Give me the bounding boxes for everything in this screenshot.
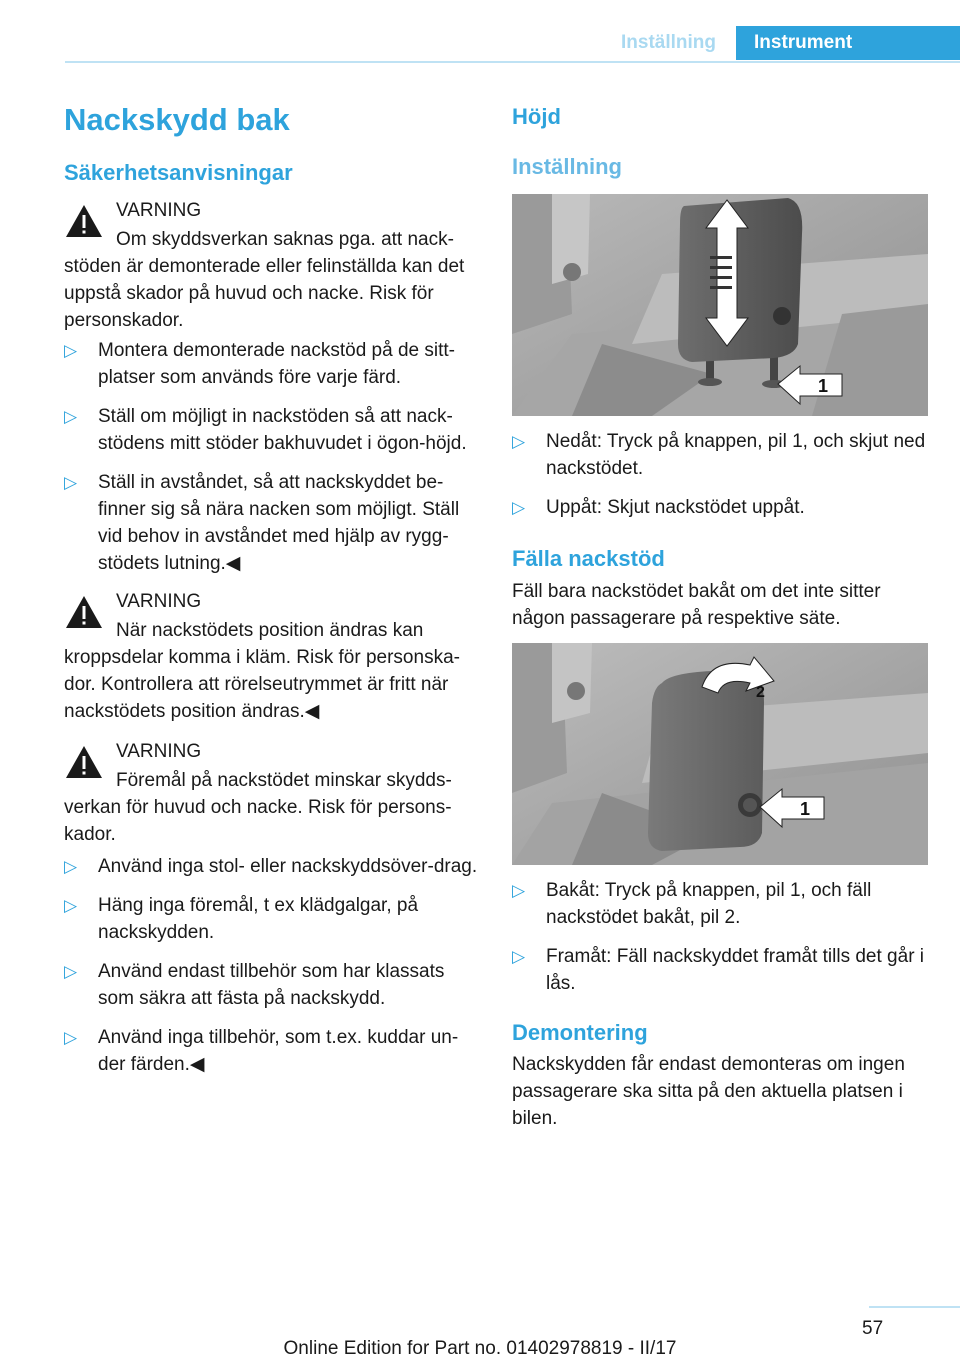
list-item: ▷ Använd inga tillbehör, som t.ex. kuddar un-der färden.◀ bbox=[64, 1024, 478, 1078]
warning-label: VARNING bbox=[116, 741, 202, 762]
list-item: ▷ Använd endast tillbehör som har klassats som säkra att fästa på nackskydd. bbox=[64, 958, 478, 1012]
callout-label: 1 bbox=[818, 376, 829, 396]
warning-text-first: Om skyddsverkan saknas pga. att nack- bbox=[116, 229, 454, 250]
warning-block-1 bbox=[64, 197, 478, 334]
warning-text: verkan för huvud och nacke. Risk för persons-kador. bbox=[64, 797, 452, 845]
list-item: ▷ Ställ om möjligt in nackstöden så att nack-stödens mitt stöder bakhuvudet i ögon-höjd. bbox=[64, 403, 478, 457]
list-item: ▷ Framåt: Fäll nackskyddet framåt tills det går i lås. bbox=[512, 943, 932, 997]
heading-setting: Inställning bbox=[512, 154, 622, 179]
triangle-right-icon: ▷ bbox=[512, 498, 526, 517]
page-title: Nackskydd bak bbox=[64, 102, 290, 137]
triangle-right-icon: ▷ bbox=[64, 473, 78, 492]
heading-remove: Demontering bbox=[512, 1020, 648, 1045]
list-item: ▷ Ställ in avståndet, så att nackskyddet be-finner sig så nära nacken som möjligt. Ställ vid behov in avståndet med hjälp av rygg-stödets lutning.◀ bbox=[64, 469, 478, 577]
warning-triangle-icon bbox=[64, 594, 104, 630]
safety-subtitle: Säkerhetsanvisningar bbox=[64, 160, 293, 185]
page-number-rule bbox=[869, 1306, 960, 1308]
fold-text: Fäll bara nackstödet bakåt om det inte sitter någon passagerare på respektive säte. bbox=[512, 581, 881, 629]
triangle-right-icon: ▷ bbox=[64, 857, 78, 876]
warning-text: kroppsdelar komma i kläm. Risk för personska-dor. Kontrollera att rörelseutrymmet är fritt när nackstödets position ändras.◀ bbox=[64, 647, 460, 722]
triangle-right-icon: ▷ bbox=[64, 1028, 78, 1047]
warning-text-first: Föremål på nackstödet minskar skydds- bbox=[116, 770, 452, 791]
triangle-right-icon: ▷ bbox=[64, 341, 78, 360]
edition-footer: Online Edition for Part no. 01402978819 - II/17 bbox=[283, 1338, 677, 1359]
warning-block-2 bbox=[64, 588, 478, 725]
triangle-right-icon: ▷ bbox=[64, 407, 78, 426]
headrest-height-illustration bbox=[512, 194, 928, 416]
warning-triangle-icon bbox=[64, 744, 104, 780]
list-item: ▷ Häng inga föremål, t ex klädgalgar, på nackskydden. bbox=[64, 892, 478, 946]
list-item: ▷ Nedåt: Tryck på knappen, pil 1, och skjut ned nackstödet. bbox=[512, 428, 932, 482]
callout-label: 1 bbox=[800, 799, 811, 819]
list-item: ▷ Uppåt: Skjut nackstödet uppåt. bbox=[512, 494, 932, 521]
triangle-right-icon: ▷ bbox=[512, 947, 526, 966]
triangle-right-icon: ▷ bbox=[64, 896, 78, 915]
warning-block-3 bbox=[64, 738, 478, 848]
headrest-fold-image bbox=[512, 643, 928, 865]
safety-list-1 bbox=[64, 337, 478, 589]
warning-label: VARNING bbox=[116, 591, 202, 612]
list-item: ▷ Använd inga stol- eller nackskyddsöver-drag. bbox=[64, 853, 478, 880]
safety-list-2 bbox=[64, 853, 478, 1090]
list-item: ▷ Bakåt: Tryck på knappen, pil 1, och fäll nackstödet bakåt, pil 2. bbox=[512, 877, 932, 931]
fold-list bbox=[512, 877, 932, 1009]
warning-text: stöden är demonterade eller felinställda kan det uppstå skador på huvud och nacke. Risk för personskador. bbox=[64, 256, 465, 331]
triangle-right-icon: ▷ bbox=[64, 962, 78, 981]
header-section-inactive: Inställning bbox=[621, 32, 716, 53]
warning-triangle-icon bbox=[64, 203, 104, 239]
triangle-right-icon: ▷ bbox=[512, 881, 526, 900]
header-section-active: Instrument bbox=[736, 26, 960, 60]
heading-fold: Fälla nackstöd bbox=[512, 546, 665, 571]
remove-text: Nackskydden får endast demonteras om ingen passagerare ska sitta på den aktuella platsen i bilen. bbox=[512, 1054, 905, 1129]
list-item: ▷ Montera demonterade nackstöd på de sitt-platser som används före varje färd. bbox=[64, 337, 478, 391]
page-number: 57 bbox=[862, 1318, 884, 1339]
triangle-right-icon: ▷ bbox=[512, 432, 526, 451]
height-list bbox=[512, 428, 932, 533]
callout-label: 2 bbox=[756, 684, 765, 701]
headrest-height-image bbox=[512, 194, 928, 416]
heading-height: Höjd bbox=[512, 104, 561, 129]
header-rule bbox=[65, 61, 960, 63]
warning-label: VARNING bbox=[116, 200, 202, 221]
warning-text-first: När nackstödets position ändras kan bbox=[116, 620, 424, 641]
headrest-fold-illustration bbox=[512, 643, 928, 865]
